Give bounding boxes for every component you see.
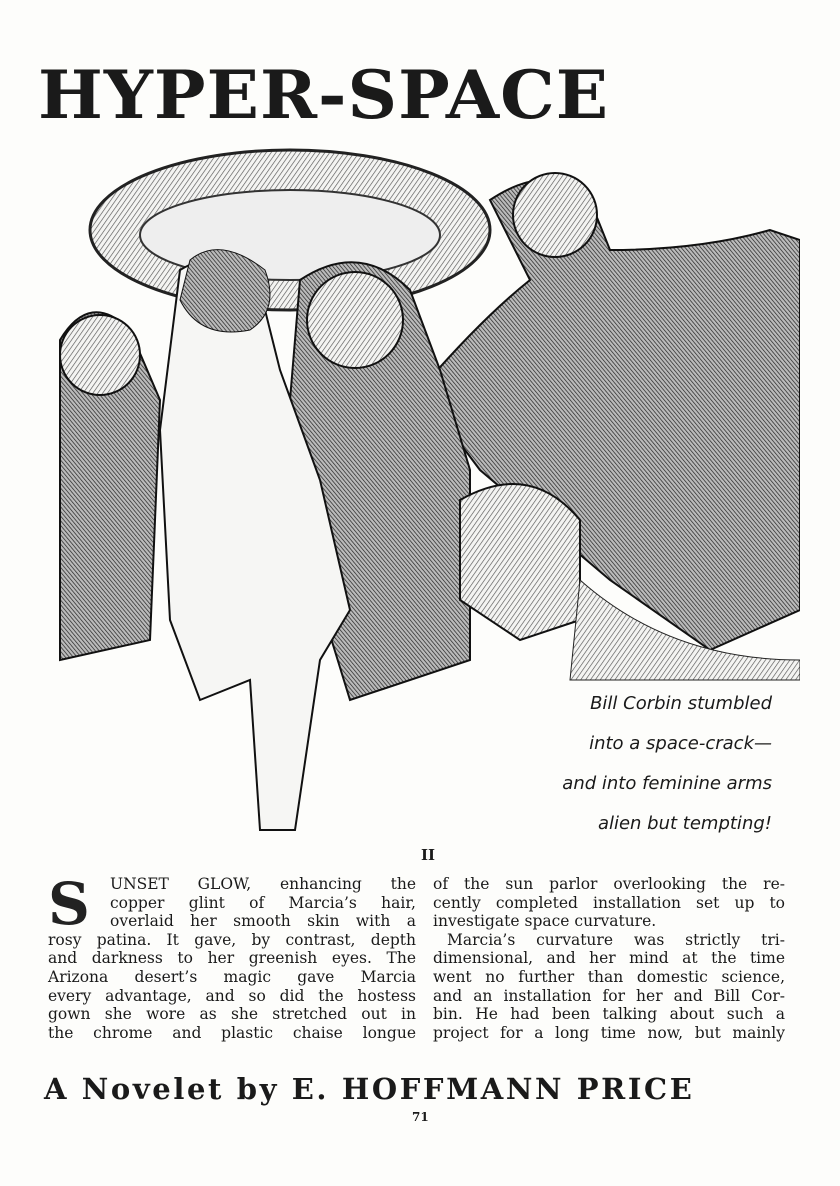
text-line: project for a long time now, but mainly <box>433 1023 785 1042</box>
text-line: rosy patina. It gave, by contrast, depth <box>48 930 416 949</box>
story-title: HYPER-SPACE <box>38 56 610 134</box>
text-line: and darkness to her greenish eyes. The <box>48 949 416 968</box>
text-line: copper glint of Marcia’s hair, <box>110 893 416 912</box>
text-line: every advantage, and so did the hostess <box>48 986 416 1005</box>
text-column-right <box>433 875 785 1042</box>
caption-line: and into feminine arms <box>562 773 772 794</box>
text-line: the chrome and plastic chaise longue <box>48 1023 416 1042</box>
drop-cap: S <box>48 870 90 938</box>
text-line: overlaid her smooth skin with a <box>110 912 416 931</box>
text-line: bin. He had been talking about such a <box>433 1005 785 1024</box>
caption-line: Bill Corbin stumbled <box>590 693 772 714</box>
helmeted-alien <box>460 484 580 640</box>
section-number: II <box>421 846 436 864</box>
text-line: went no further than domestic science, <box>433 967 785 986</box>
byline: A Novelet by E. HOFFMANN PRICE <box>44 1072 695 1106</box>
text-line: Arizona desert’s magic gave Marcia <box>48 967 416 986</box>
caption-line: into a space-crack— <box>589 733 772 754</box>
text-line: dimensional, and her mind at the time <box>433 949 785 968</box>
text-line: of the sun parlor overlooking the re- <box>433 875 785 893</box>
text-line: and an installation for her and Bill Cor- <box>433 986 785 1005</box>
text-line: cently completed installation set up to <box>433 893 785 912</box>
caption-line: alien but tempting! <box>597 813 772 834</box>
text-line: Marcia’s curvature was strictly tri- <box>447 930 785 949</box>
text-column-left <box>48 870 416 1042</box>
page-number: 71 <box>412 1110 429 1124</box>
text-line: investigate space curvature. <box>433 912 657 931</box>
text-line: UNSET GLOW, enhancing the <box>110 875 416 893</box>
text-line: gown she wore as she stretched out in <box>48 1005 416 1024</box>
